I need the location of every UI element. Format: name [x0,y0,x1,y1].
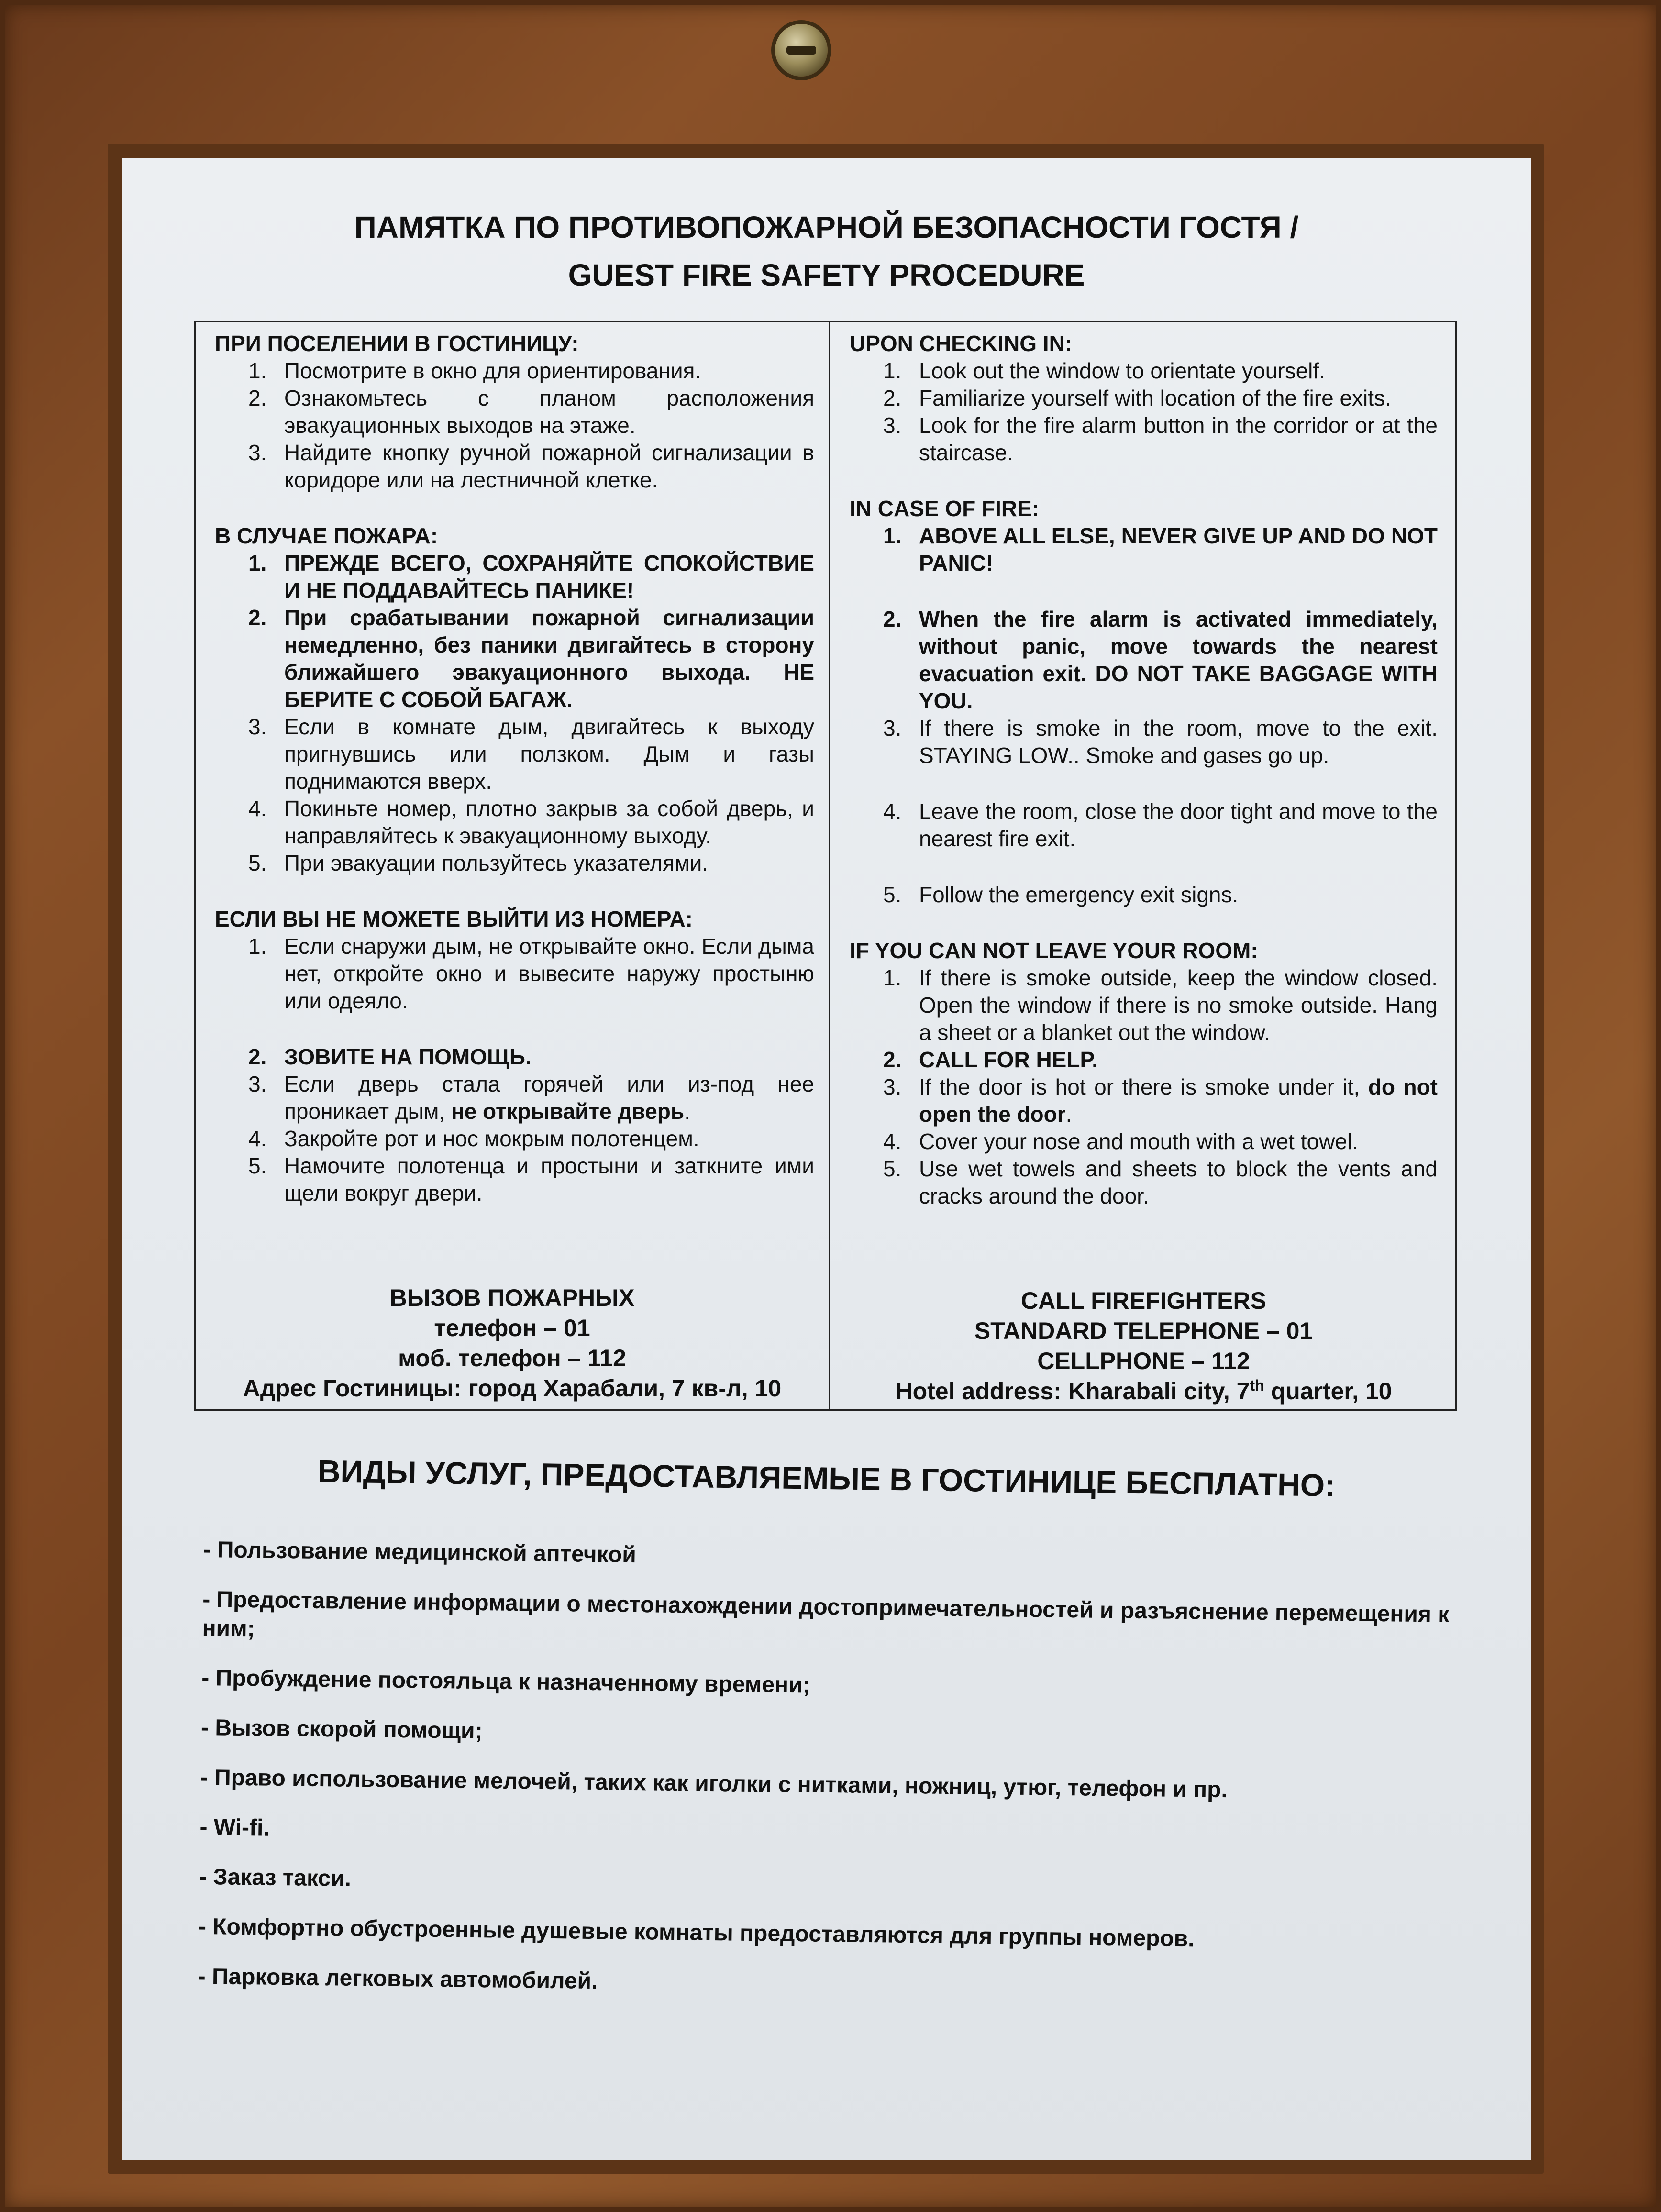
list-item: 2. При срабатывании пожарной сигнализации немедленно, без паники двигайтесь в сторону ближайшего эвакуационного выхода. НЕ БЕРИТЕ С СОБОЙ БАГАЖ. [248,605,814,712]
cannot-leave-list-ru [215,933,814,1207]
notice-title [122,203,1531,299]
call-heading-ru: ВЫЗОВ ПОЖАРНЫХ [389,1284,635,1311]
list-item: 2. When the fire alarm is activated immediately, without panic, move towards the nearest evacuation exit. DO NOT TAKE BAGGAGE WITH YOU. [883,607,1438,713]
services-list [198,1536,1495,2028]
list-item: 3. Look for the fire alarm button in the corridor or at the staircase. [883,413,1438,465]
fire-safety-table [194,321,1457,1411]
cannot-leave-list-en [850,964,1438,1210]
list-item: 2. Familiarize yourself with location of the fire exits. [883,386,1391,410]
list-item: 2. Ознакомьтесь с планом расположения эвакуационных выходов на этаже. [248,386,814,438]
list-item: 5. Намочите полотенца и простыни и заткните ими щели вокруг двери. [248,1153,814,1206]
service-item: - Wi-fi. [199,1814,270,1841]
checkin-list-en [850,357,1438,466]
list-item: 3. Найдите кнопку ручной пожарной сигнализации в коридоре или на лестничной клетке. [248,440,814,492]
call-firefighters-en [830,1286,1457,1406]
notice-sheet [122,158,1531,2160]
list-item: 1. If there is smoke outside, keep the window closed. Open the window if there is no smoke outside. Hang a sheet or a blanket out the window. [883,965,1438,1045]
section-heading-fire-en: IN CASE OF FIRE: [850,496,1040,521]
english-column [830,322,1457,1409]
service-item: - Заказ такси. [199,1864,352,1891]
list-item: 4. Cover your nose and mouth with a wet towel. [883,1129,1358,1154]
mobile-phone-en: CELLPHONE – 112 [1037,1348,1250,1374]
list-item: 2. CALL FOR HELP. [883,1047,1098,1072]
list-item: 4. Покиньте номер, плотно закрыв за собой дверь, и направляйтесь к эвакуационному выходу. [248,796,814,848]
list-item: 3. If the door is hot or there is smoke under it, do not open the door. [883,1074,1438,1127]
list-item: 3. Если в комнате дым, двигайтесь к выходу пригнувшись или ползком. Дым и газы поднимаются вверх. [248,714,814,794]
hotel-address-ru: Адрес Гостиницы: город Харабали, 7 кв-л, 10 [243,1375,782,1402]
service-item: - Пробуждение постояльца к назначенному времени; [201,1665,810,1698]
list-item: 1. ПРЕЖДЕ ВСЕГО, СОХРАНЯЙТЕ СПОКОЙСТВИЕ И НЕ ПОДДАВАЙТЕСЬ ПАНИКЕ! [248,551,814,603]
fire-list-ru [215,550,814,877]
mobile-phone-ru: моб. телефон – 112 [398,1345,626,1371]
list-item: 1. Посмотрите в окно для ориентирования. [248,358,701,383]
services-title: ВИДЫ УСЛУГ, ПРЕДОСТАВЛЯЕМЫЕ В ГОСТИНИЦЕ БЕСПЛАТНО: [317,1453,1336,1503]
list-item: 5. Follow the emergency exit signs. [883,882,1239,907]
call-heading-en: CALL FIREFIGHTERS [1021,1287,1266,1314]
list-item: 1. Если снаружи дым, не открывайте окно. Если дыма нет, откройте окно и вывесите наружу простыню или одеяло. [248,934,814,1013]
title-line-en: GUEST FIRE SAFETY PROCEDURE [568,258,1085,292]
fire-list-en [850,522,1438,908]
list-item: 4. Закройте рот и нос мокрым полотенцем. [248,1126,699,1151]
russian-column [196,322,829,1409]
title-line-ru: ПАМЯТКА ПО ПРОТИВОПОЖАРНОЙ БЕЗОПАСНОСТИ ГОСТЯ / [354,210,1299,244]
phone-en: STANDARD TELEPHONE – 01 [974,1317,1313,1344]
list-item: 5. Use wet towels and sheets to block the vents and cracks around the door. [883,1156,1438,1208]
service-item: - Предоставление информации о местонахождении достопримечательностей и разъяснение перемещения к ним; [202,1586,1450,1642]
call-firefighters-ru [196,1283,829,1404]
hotel-address-en: Hotel address: Kharabali city, 7th quarter, 10 [895,1377,1392,1405]
service-item: - Право использование мелочей, таких как иголки с нитками, ножниц, утюг, телефон и пр. [200,1764,1228,1803]
service-item: - Пользование медицинской аптечкой [203,1537,637,1568]
list-item: 3. Если дверь стала горячей или из-под нее проникает дым, не открывайте дверь. [248,1072,814,1124]
list-item: 1. ABOVE ALL ELSE, NEVER GIVE UP AND DO NOT PANIC! [883,523,1438,575]
service-item: - Вызов скорой помощи; [200,1714,483,1744]
phone-ru: телефон – 01 [434,1315,590,1341]
section-heading-cannot-leave-en: IF YOU CAN NOT LEAVE YOUR ROOM: [850,938,1258,963]
screw-slot [786,46,816,55]
list-item: 3. If there is smoke in the room, move to the exit. STAYING LOW.. Smoke and gases go up. [883,716,1438,768]
service-item: - Парковка легковых автомобилей. [198,1963,598,1994]
section-heading-checkin-ru: ПРИ ПОСЕЛЕНИИ В ГОСТИНИЦУ: [215,331,579,356]
checkin-list-ru [215,357,814,494]
list-item: 4. Leave the room, close the door tight and move to the nearest fire exit. [883,799,1438,851]
section-heading-fire-ru: В СЛУЧАЕ ПОЖАРА: [215,523,438,548]
section-heading-checkin-en: UPON CHECKING IN: [850,331,1073,356]
section-heading-cannot-leave-ru: ЕСЛИ ВЫ НЕ МОЖЕТЕ ВЫЙТИ ИЗ НОМЕРА: [215,907,693,931]
list-item: 2. ЗОВИТЕ НА ПОМОЩЬ. [248,1044,532,1069]
list-item: 5. При эвакуации пользуйтесь указателями. [248,851,709,875]
service-item: - Комфортно обустроенные душевые комнаты предоставляются для группы номеров. [198,1913,1195,1952]
list-item: 1. Look out the window to orientate yourself. [883,358,1325,383]
